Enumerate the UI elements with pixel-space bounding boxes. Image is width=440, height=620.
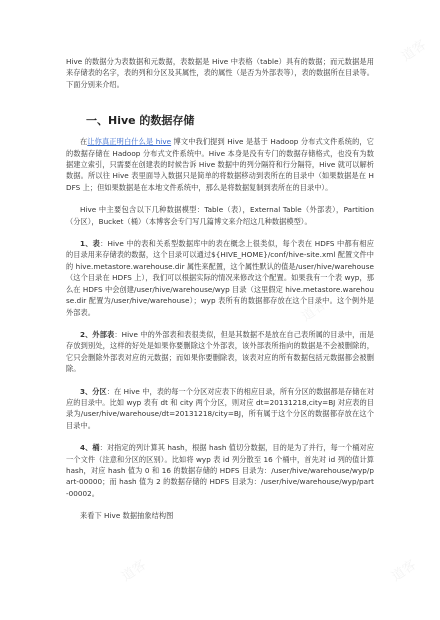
para1-suffix: 博文中我们提到 Hive 是基于 Hadoop 分布式文件系统的，它的数据存储在 Hadoop 分布式文件系统中。Hive 本身是没有专门的数据存储格式，也没有为数据建立索引，只需要在创建表的时候告诉 Hive 数据中的列分隔符和行分隔符，Hive 就可以解析数据。所以往 Hive 表里面导入数据只是简单的将数据移动到表所在的目录中（如果数据是在 HDFS 上；但如果数据是在本地文件系统中，那么是将数据复制到表所在的目录中）。 [66,137,374,192]
section-title: 一、Hive 的数据存储 [86,114,195,128]
blog-link[interactable]: 让你真正明白什么是 hive [87,137,172,147]
table-paragraph [66,238,374,318]
external-table-paragraph [66,329,374,375]
watermark: 道客 [299,297,330,325]
table-text: ：Hive 中的表和关系型数据库中的表在概念上很类似，每个表在 HDFS 中都有相应的目录用来存储表的数据，这个目录可以通过${HIVE_HOME}/conf/hive-site.xml 配置文件中的 hive.metastore.warehouse.dir 属性来配置，这个属性默认的值是/user/hive/warehouse（这个目录在 HDFS 上），我们可以根据实际的情况来修改这个配置。如果我有一个表 wyp，那么在 HDFS 中会创建/user/hive/warehouse/wyp 目录（这里假定 hive.metastore.warehouse.dir 配置为/user/hive/warehouse）；wyp 表所有的数据都存放在这个目录中。这个例外是外部表。 [66,239,374,317]
external-table-text: ：Hive 中的外部表和表很类似，但是其数据不是放在自己表所属的目录中，而是存放到别处，这样的好处是如果你要删除这个外部表，该外部表所指向的数据是不会被删除的，它只会删除外部表对应的元数据；而如果你要删除表，该表对应的所有数据包括元数据都会被删除。 [66,329,374,374]
bucket-paragraph [66,442,374,499]
table-label: 1、表 [80,239,101,249]
watermark: 道客 [399,37,430,65]
partition-text: ：在 Hive 中，表的每一个分区对应表下的相应目录，所有分区的数据都是存储在对应的目录中。比如 wyp 表有 dt 和 city 两个分区，则对应 dt=20131218,city=BJ 对应表的目录为/user/hive/warehouse/dt=20131218/city=BJ，所有属于这个分区的数据都存放在这个目录中。 [66,386,375,430]
partition-label: 3、分区 [80,386,107,396]
partition-paragraph [66,386,374,432]
watermark: 道客 [119,557,150,585]
watermark: 道客 [389,557,420,585]
storage-paragraph [66,136,374,193]
closing-paragraph: 来看下 Hive 数据抽象结构图 [80,511,174,521]
document-body [66,56,374,522]
para1-prefix: 在 [80,137,88,147]
data-models-paragraph: Hive 中主要包含以下几种数据模型：Table（表），External Table（外部表），Partition（分区），Bucket（桶）（本博客会专门写几篇博文来介绍这几种数据模型）。 [66,205,374,226]
intro-paragraph: Hive 的数据分为表数据和元数据，表数据是 Hive 中表格（table）具有的数据；而元数据是用来存储表的名字，表的列和分区及其属性，表的属性（是否为外部表等），表的数据所在目录等。下面分别来介绍。 [66,57,374,89]
bucket-label: 4、桶 [80,443,100,453]
bucket-text: ：对指定的列计算其 hash，根据 hash 值切分数据，目的是为了并行，每一个桶对应一个文件（注意和分区的区别）。比如将 wyp 表 id 列分散至 16 个桶中，首先对 id 列的值计算 hash，对应 hash 值为 0 和 16 的数据存储的 HDFS 目录为：/user/hive/warehouse/wyp/part-00000；而 hash 值为 2 的数据存储的 HDFS 目录为：/user/hive/warehouse/wyp/part-00002。 [66,443,374,498]
external-table-label: 2、外部表 [80,329,115,339]
